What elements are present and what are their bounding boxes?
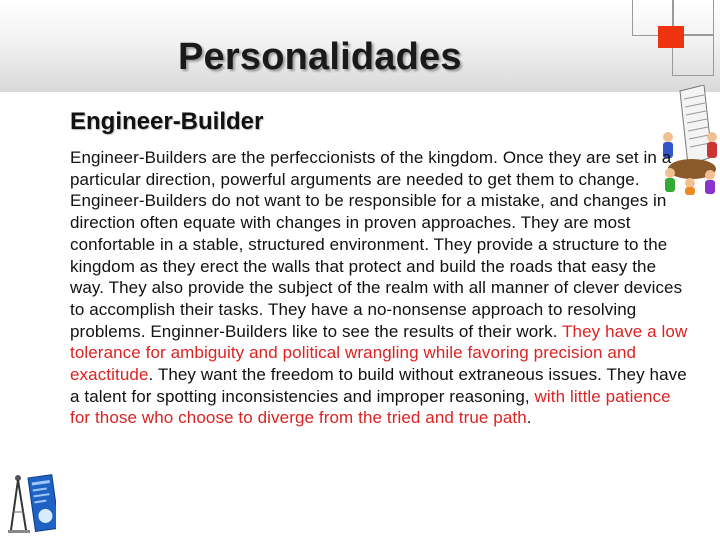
- slide-subtitle: Engineer-Builder: [70, 108, 264, 135]
- body-text-segment: .: [526, 408, 532, 428]
- engineering-tools-clipart: [6, 472, 56, 538]
- body-text-segment: Engineer-Builders are the perfeccionists of the kingdom. Once they are set in a particular direction, powerful arguments are needed to get them to change. Engineer-Builders do not want to be responsible for a mistake, and changes in direction often equate with changes in proven approaches. They are most confortable in a stable, structured environment. They provide a structure to the kingdom as they erect the walls that protect and build the roads that easy the way. They also provide the subject of the realm with all manner of clever devices to accomplish their tasks. They have a no-nonsense approach to resolving problems. Enginner-Builders like to see the results of their work.: [70, 148, 683, 341]
- body-highlight-segment: with little patience for those who choose to diverge from the tried and true path: [70, 386, 671, 428]
- slide-title: Personalidades: [178, 36, 462, 78]
- body-highlight-segment: They have a low tolerance for ambiguity and political wrangling while favoring precision and exactitude: [70, 321, 688, 385]
- corner-squares-decoration: [628, 0, 720, 92]
- body-text-segment: . They want the freedom to build without extraneous issues. They have a talent for spotting inconsistencies and improper reasoning,: [70, 365, 687, 406]
- body-paragraph: [70, 147, 690, 429]
